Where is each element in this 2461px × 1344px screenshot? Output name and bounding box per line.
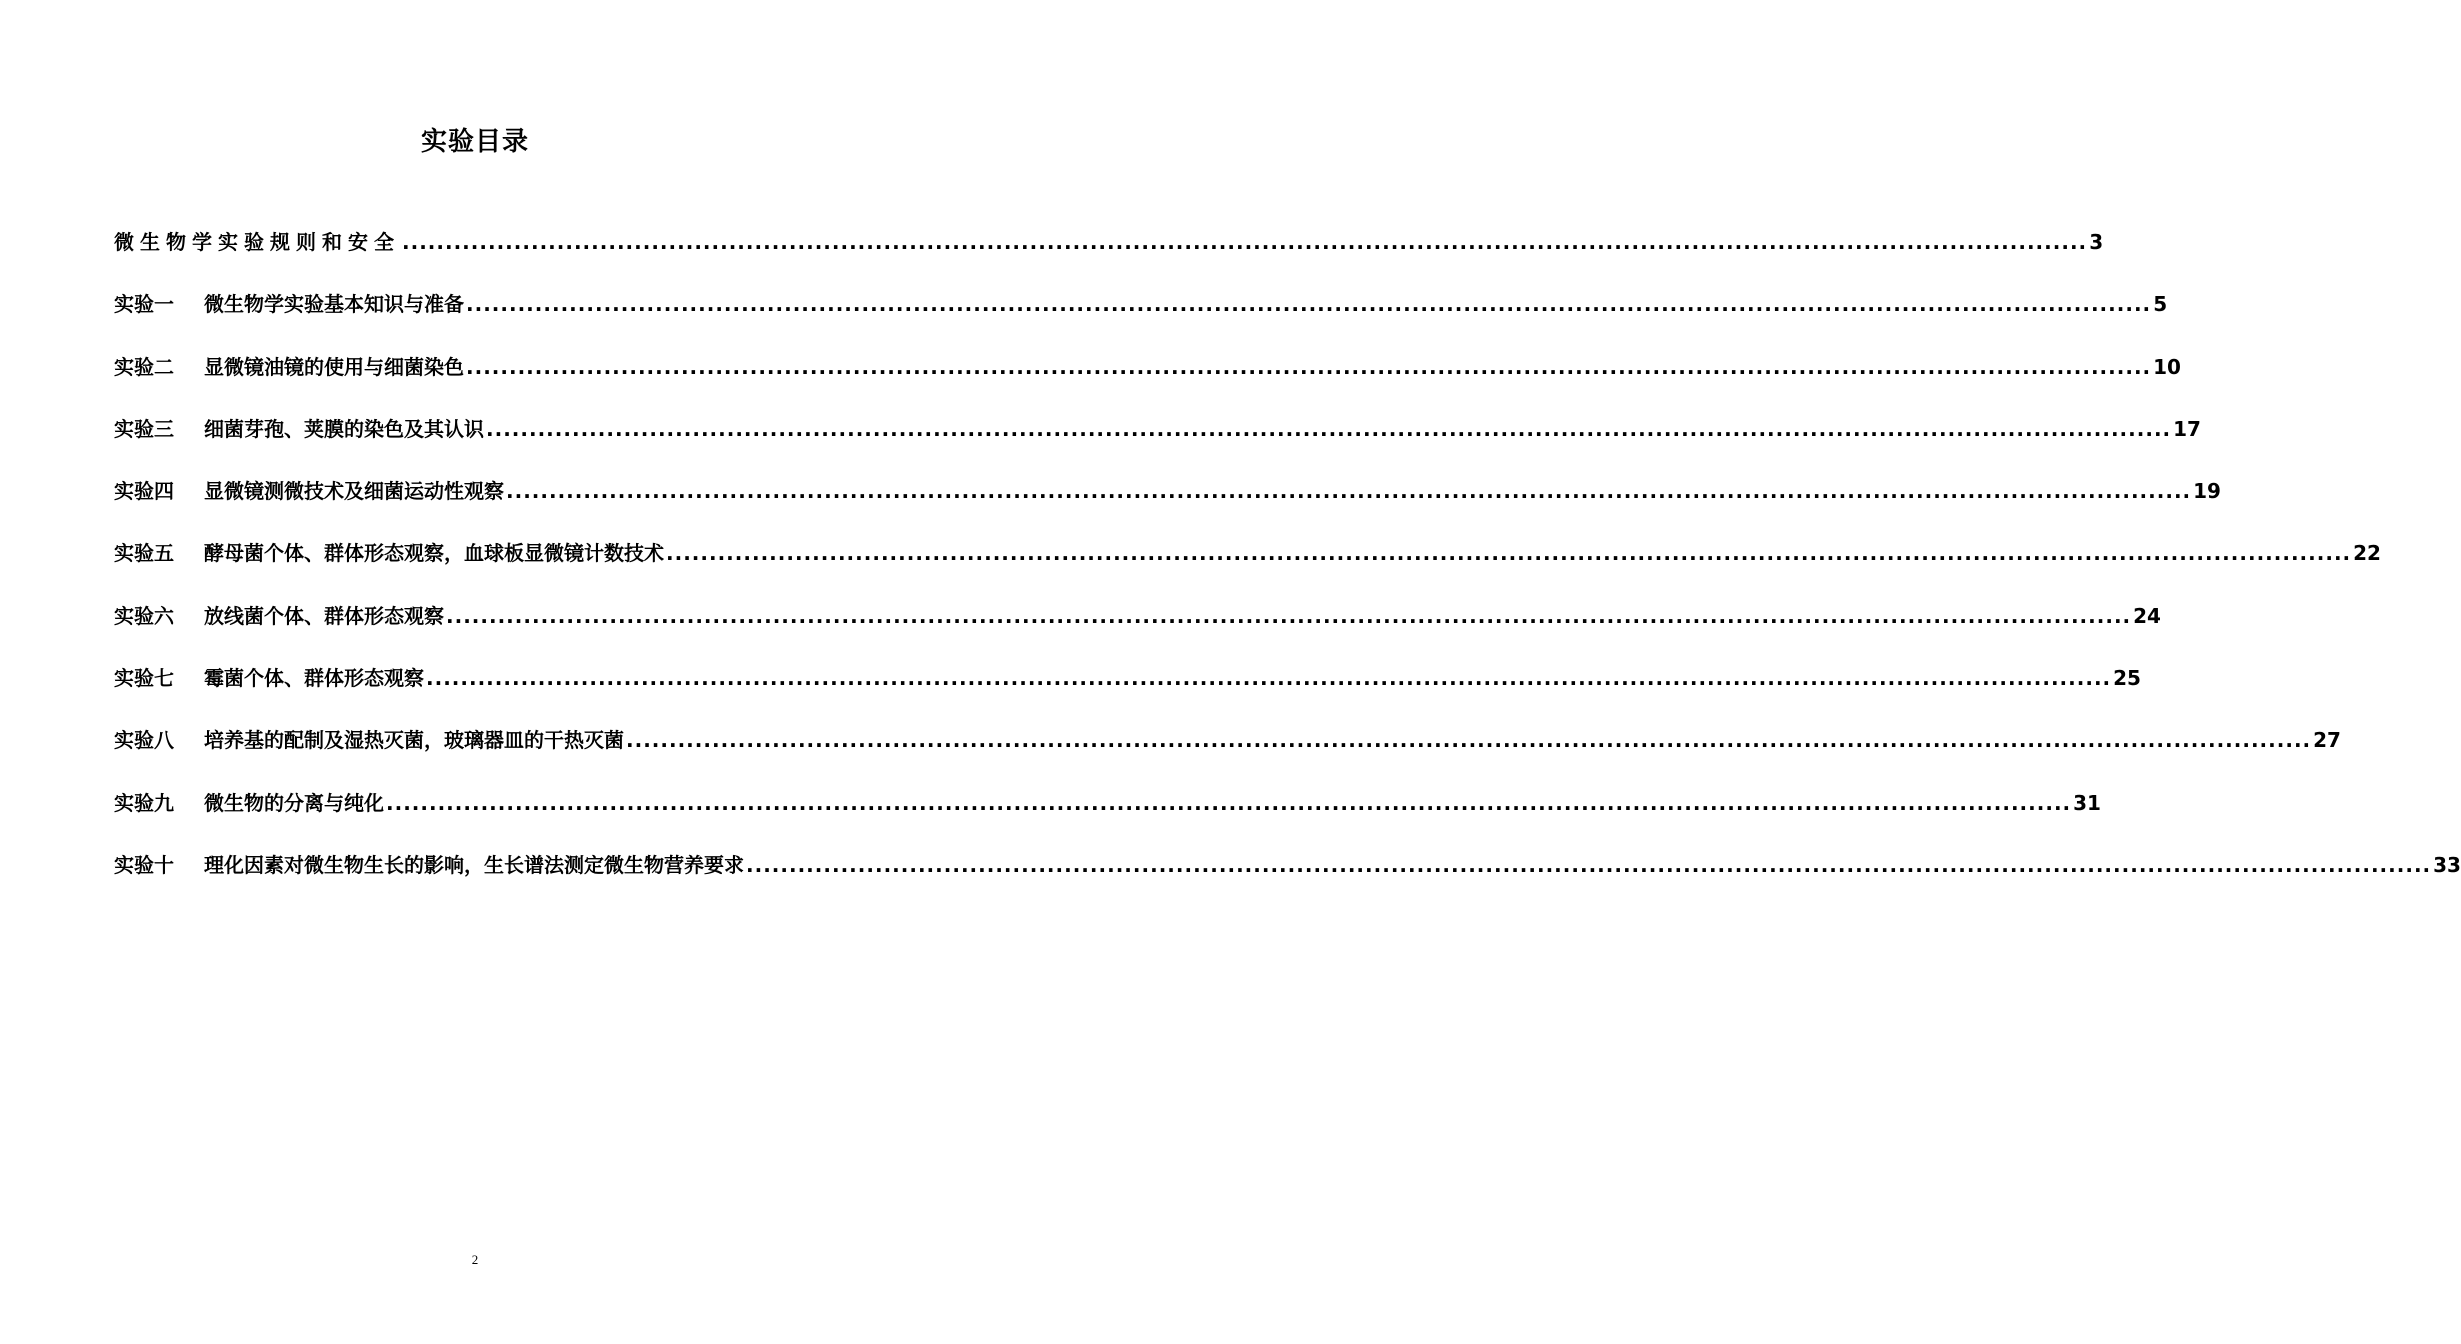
toc-entry-exp8[interactable] [114, 724, 2341, 786]
toc-leader-dots [486, 417, 2171, 441]
toc-leader-dots [626, 728, 2311, 752]
toc-leader-dots [746, 853, 2431, 877]
toc-entry-page: 31 [2073, 790, 2101, 815]
toc-entry-page: 10 [2153, 354, 2181, 379]
toc-leader-dots [466, 292, 2151, 316]
toc-leader-dots [402, 230, 2087, 254]
toc-entry-page: 24 [2133, 603, 2161, 628]
table-of-contents [114, 226, 2461, 911]
toc-entry-title: 微生物学实验规则和安全 [114, 230, 400, 254]
toc-entry-title: 显微镜测微技术及细菌运动性观察 [204, 479, 504, 504]
toc-entry-number: 实验五 [114, 541, 174, 566]
toc-entry-exp4[interactable] [114, 475, 2221, 537]
toc-entry-number: 实验六 [114, 603, 174, 628]
toc-entry-title: 培养基的配制及湿热灭菌，玻璃器皿的干热灭菌 [204, 728, 624, 753]
page-number: 2 [471, 1252, 479, 1267]
toc-entry-number: 实验三 [114, 416, 174, 441]
toc-entry-page: 33 [2433, 852, 2461, 877]
toc-entry-title: 放线菌个体、群体形态观察 [204, 603, 444, 628]
toc-entry-title: 微生物的分离与纯化 [204, 790, 384, 815]
toc-entry-exp2[interactable] [114, 351, 2181, 413]
toc-entry-title: 显微镜油镜的使用与细菌染色 [204, 354, 464, 379]
toc-entry-page: 3 [2089, 230, 2104, 254]
toc-entry-exp5[interactable] [114, 537, 2381, 599]
toc-entry-exp9[interactable] [114, 787, 2101, 849]
toc-entry-exp3[interactable] [114, 413, 2201, 475]
toc-entry-page: 27 [2313, 728, 2341, 753]
toc-entry-number: 实验九 [114, 790, 174, 815]
toc-entry-exp7[interactable] [114, 662, 2141, 724]
toc-leader-dots [386, 791, 2071, 815]
toc-entry-rules[interactable] [114, 226, 2104, 288]
toc-entry-page: 5 [2153, 292, 2168, 317]
toc-entry-title: 酵母菌个体、群体形态观察，血球板显微镜计数技术 [204, 541, 664, 566]
toc-entry-title: 理化因素对微生物生长的影响，生长谱法测定微生物营养要求 [204, 852, 744, 877]
toc-entry-number: 实验七 [114, 666, 174, 691]
page-title: 实验目录 [420, 127, 529, 158]
toc-leader-dots [506, 479, 2191, 503]
toc-entry-number: 实验一 [114, 292, 174, 317]
toc-entry-number: 实验十 [114, 852, 174, 877]
toc-leader-dots [446, 604, 2131, 628]
toc-entry-title: 细菌芽孢、荚膜的染色及其认识 [204, 416, 484, 441]
toc-entry-page: 22 [2353, 541, 2381, 566]
toc-entry-exp10[interactable] [114, 849, 2461, 911]
toc-entry-title: 微生物学实验基本知识与准备 [204, 292, 464, 317]
toc-entry-number: 实验二 [114, 354, 174, 379]
toc-leader-dots [666, 541, 2351, 565]
toc-entry-page: 25 [2113, 666, 2141, 691]
toc-entry-number: 实验四 [114, 479, 174, 504]
toc-leader-dots [426, 666, 2111, 690]
toc-entry-exp6[interactable] [114, 600, 2161, 662]
toc-entry-number: 实验八 [114, 728, 174, 753]
toc-entry-page: 17 [2173, 416, 2201, 441]
toc-leader-dots [466, 355, 2151, 379]
toc-entry-exp1[interactable] [114, 288, 2168, 350]
toc-entry-title: 霉菌个体、群体形态观察 [204, 666, 424, 691]
toc-entry-page: 19 [2193, 479, 2221, 504]
